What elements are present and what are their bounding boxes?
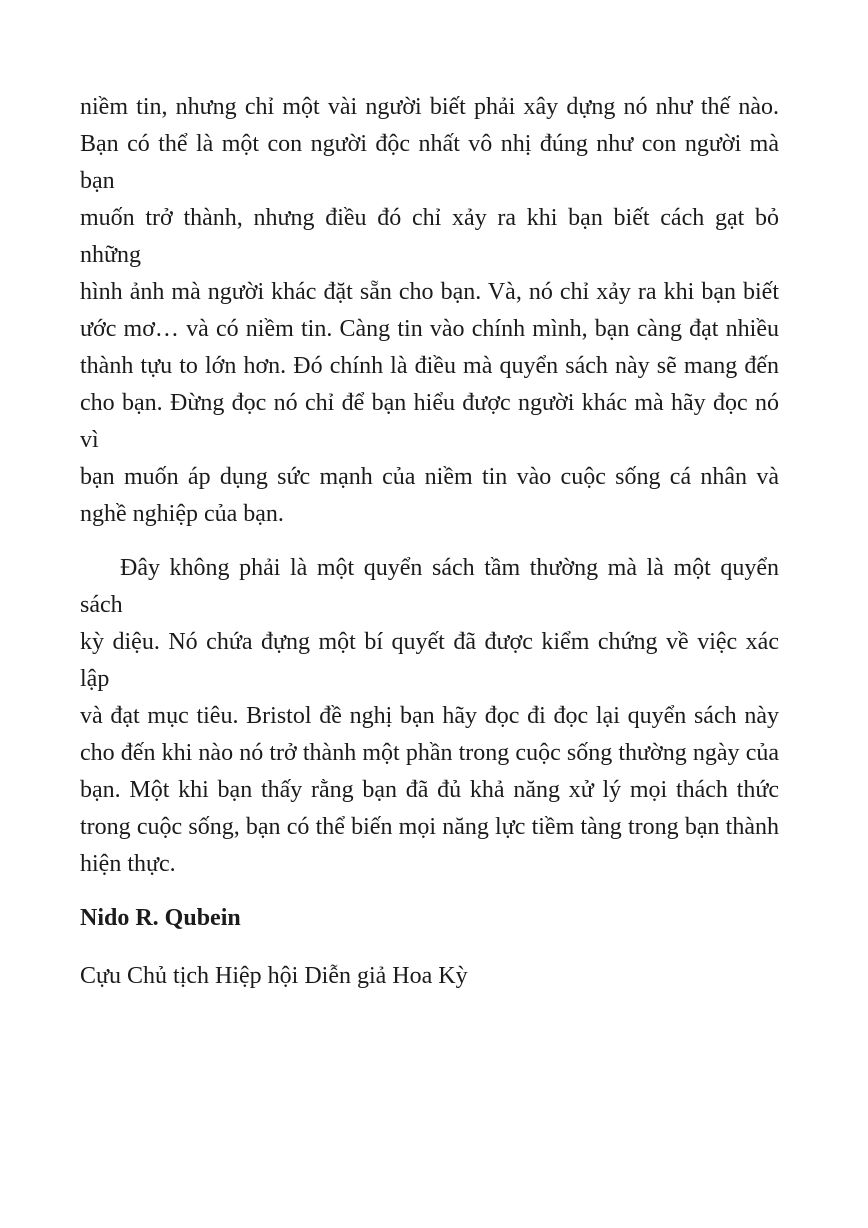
text-line: cho đến khi nào nó trở thành một phần trong cuộc sống thường ngày của bbox=[80, 740, 779, 766]
body-text bbox=[80, 89, 779, 995]
text-line: Bạn có thể là một con người độc nhất vô nhị đúng như con người mà bạn bbox=[80, 131, 779, 194]
text-line: ước mơ… và có niềm tin. Càng tin vào chính mình, bạn càng đạt nhiều bbox=[80, 316, 779, 342]
text-line: bạn. Một khi bạn thấy rằng bạn đã đủ khả năng xử lý mọi thách thức bbox=[80, 777, 779, 803]
text-line: bạn muốn áp dụng sức mạnh của niềm tin vào cuộc sống cá nhân và bbox=[80, 464, 779, 490]
text-line: cho bạn. Đừng đọc nó chỉ để bạn hiểu được người khác mà hãy đọc nó vì bbox=[80, 390, 779, 453]
text-line: hình ảnh mà người khác đặt sẵn cho bạn. Và, nó chỉ xảy ra khi bạn biết bbox=[80, 279, 779, 305]
text-line: trong cuộc sống, bạn có thể biến mọi năng lực tiềm tàng trong bạn thành bbox=[80, 814, 779, 840]
author-title: Cựu Chủ tịch Hiệp hội Diễn giả Hoa Kỳ bbox=[80, 963, 468, 989]
text-line: nghề nghiệp của bạn. bbox=[80, 501, 284, 527]
paragraph-continuation bbox=[80, 89, 779, 533]
text-line: thành tựu to lớn hơn. Đó chính là điều mà quyển sách này sẽ mang đến bbox=[80, 353, 779, 379]
text-line: niềm tin, nhưng chỉ một vài người biết phải xây dựng nó như thế nào. bbox=[80, 94, 779, 120]
paragraph-closing bbox=[80, 550, 779, 883]
author-name: Nido R. Qubein bbox=[80, 905, 241, 931]
text-line: Đây không phải là một quyển sách tầm thường mà là một quyển sách bbox=[80, 555, 779, 618]
text-line: và đạt mục tiêu. Bristol đề nghị bạn hãy đọc đi đọc lại quyển sách này bbox=[80, 703, 779, 729]
text-line: kỳ diệu. Nó chứa đựng một bí quyết đã được kiểm chứng về việc xác lập bbox=[80, 629, 779, 692]
text-line: muốn trở thành, nhưng điều đó chỉ xảy ra khi bạn biết cách gạt bỏ những bbox=[80, 205, 779, 268]
text-line: hiện thực. bbox=[80, 851, 176, 877]
